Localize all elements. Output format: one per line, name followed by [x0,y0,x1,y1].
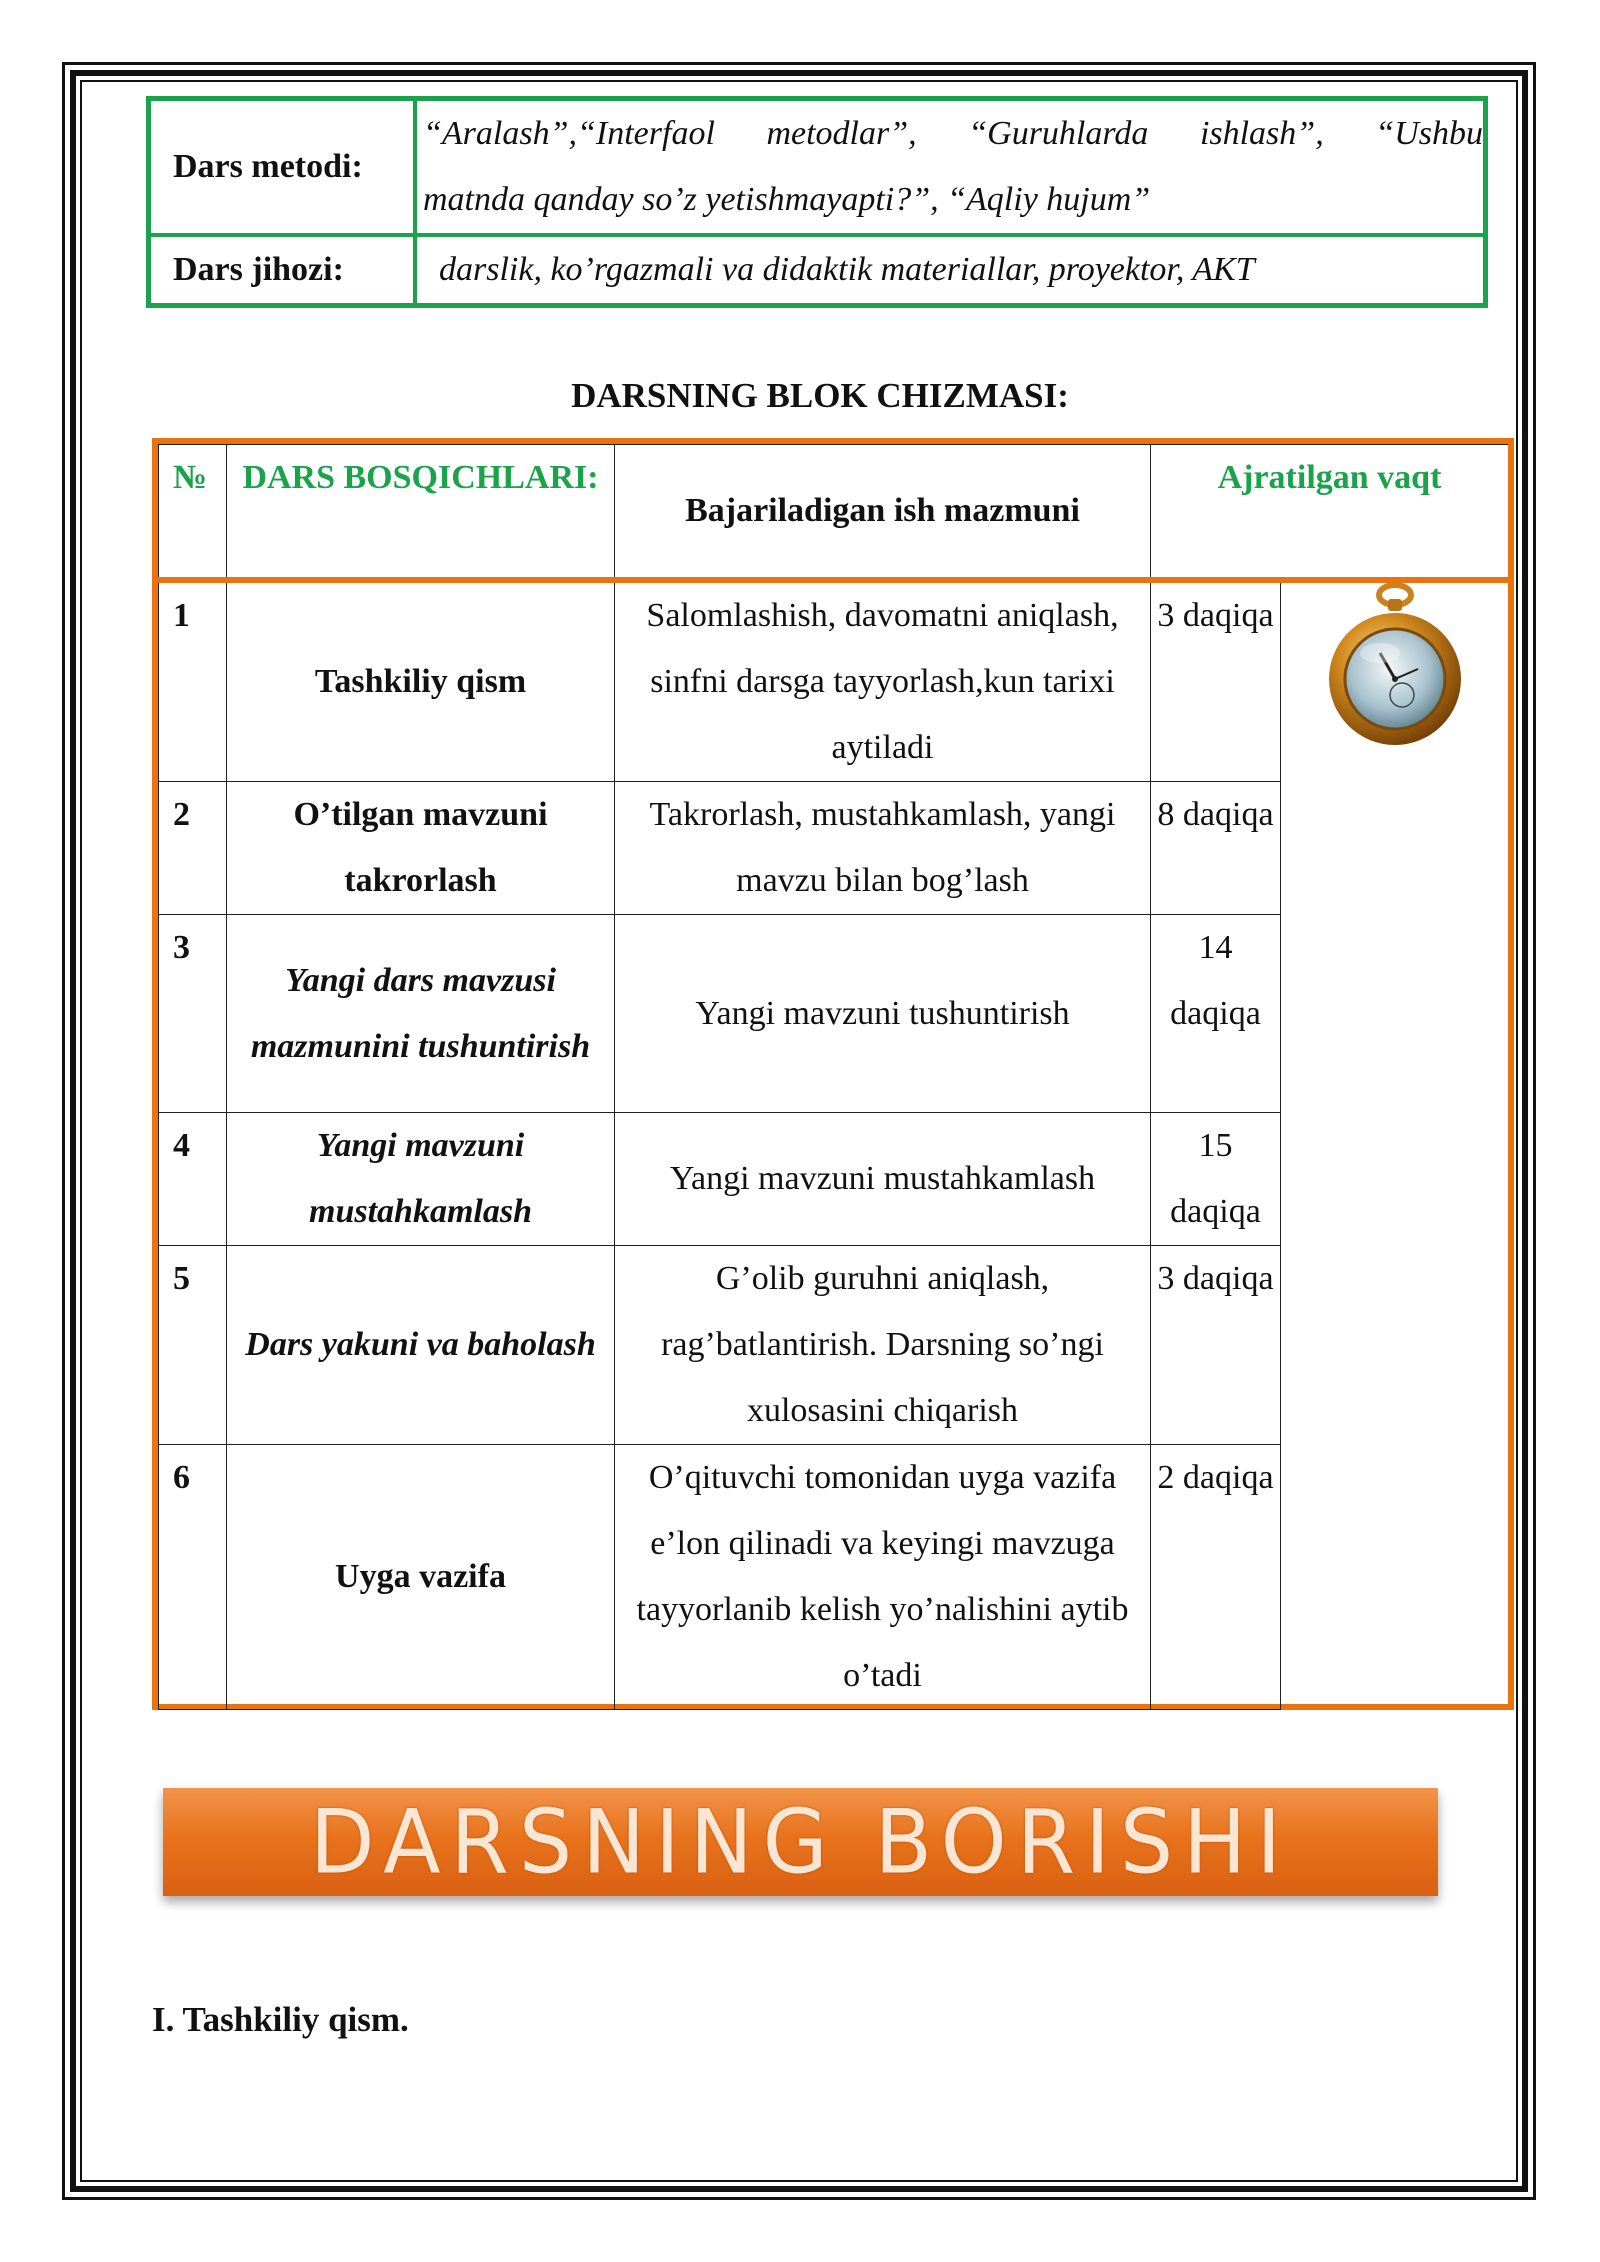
row-content: O’qituvchi tomonidan uyga vazifa e’lon qilinadi va keyingi mavzuga tayyorlanib kelish yo’nalishini aytib o’tadi [615,1445,1151,1710]
header-content: Bajariladigan ish mazmuni [615,445,1151,581]
row-content: G’olib guruhni aniqlash, rag’batlantirish. Darsning so’ngi xulosasini chiqarish [615,1246,1151,1445]
method-word: “Ushbu [1375,115,1483,152]
row-time: 8 daqiqa [1151,782,1281,915]
row-stage: Tashkiliy qism [227,580,615,782]
row-stage: Yangi dars mavzusi mazmunini tushuntirish [227,915,615,1113]
method-value [415,99,1486,236]
row-time: 14 daqiqa [1151,915,1281,1113]
watch-cell [1281,580,1509,1710]
banner-title: DARSNING BORISHI [309,1790,1292,1894]
row-content: Yangi mavzuni mustahkamlash [615,1113,1151,1246]
row-number: 2 [159,782,227,915]
row-number: 1 [159,580,227,782]
row-stage: Yangi mavzuni mustahkamlash [227,1113,615,1246]
row-time: 15 daqiqa [1151,1113,1281,1246]
row-stage: Dars yakuni va baholash [227,1246,615,1445]
lesson-progress-banner [163,1788,1438,1896]
row-number: 6 [159,1445,227,1710]
method-word: ishlash”, [1199,115,1324,152]
block-diagram-heading: DARSNING BLOK CHIZMASI: [571,376,1069,415]
lesson-block-table [152,438,1514,1710]
row-time: 3 daqiqa [1151,580,1281,782]
section-title: I. Tashkiliy qism. [152,2000,409,2039]
lesson-meta-table [146,96,1488,308]
pocket-watch-icon [1320,583,1470,749]
header-time: Ajratilgan vaqt [1151,445,1509,581]
method-line-1 [423,101,1483,167]
equipment-label: Dars jihozi: [149,235,416,306]
method-label: Dars metodi: [149,99,416,236]
header-stages: DARS BOSQICHLARI: [227,445,615,581]
method-line-2: matnda qanday so’z yetishmayapti?”, “Aqliy hujum” [423,181,1151,218]
method-word: metodlar”, [766,115,917,152]
row-time: 2 daqiqa [1151,1445,1281,1710]
row-content: Yangi mavzuni tushuntirish [615,915,1151,1113]
row-number: 3 [159,915,227,1113]
row-number: 4 [159,1113,227,1246]
equipment-value: darslik, ko’rgazmali va didaktik materiallar, proyektor, AKT [415,235,1486,306]
row-stage: O’tilgan mavzuni takrorlash [227,782,615,915]
table-row [159,580,1509,782]
method-word: “Guruhlarda [968,115,1149,152]
row-content: Salomlashish, davomatni aniqlash, sinfni darsga tayyorlash,kun tarixi aytiladi [615,580,1151,782]
header-number: № [159,445,227,581]
method-word: “Aralash”,“Interfaol [423,115,715,152]
row-number: 5 [159,1246,227,1445]
row-time: 3 daqiqa [1151,1246,1281,1445]
row-content: Takrorlash, mustahkamlash, yangi mavzu bilan bog’lash [615,782,1151,915]
row-stage: Uyga vazifa [227,1445,615,1710]
table-header-row [159,445,1509,581]
